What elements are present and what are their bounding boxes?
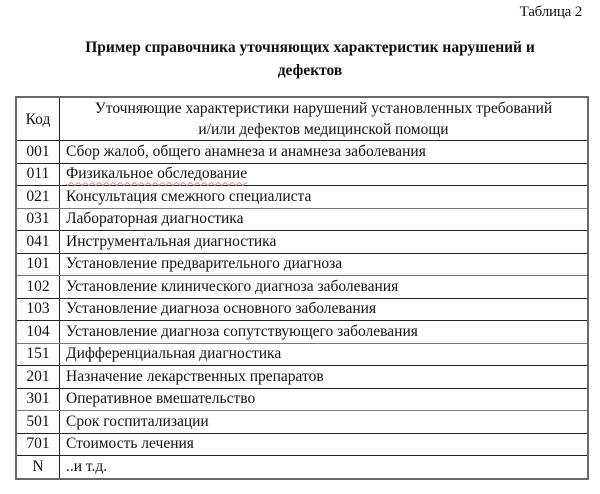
table-row <box>16 186 588 209</box>
table-row <box>16 141 588 164</box>
row-code: 701 <box>16 433 60 456</box>
row-code: 021 <box>16 186 60 209</box>
row-code: 101 <box>16 253 60 276</box>
title-line-2: дефектов <box>277 62 343 79</box>
row-description: Установление предварительного диагноза <box>60 253 589 276</box>
table-number-label: Таблица 2 <box>519 4 582 20</box>
row-description: Консультация смежного специалиста <box>60 186 589 209</box>
table-row <box>16 163 588 186</box>
row-description: Установление диагноза основного заболевания <box>60 298 589 321</box>
row-code: 031 <box>16 208 60 231</box>
table-row <box>16 388 588 411</box>
row-code: 103 <box>16 298 60 321</box>
header-description-line-1: Уточняющие характеристики нарушений установленных требований <box>94 100 553 117</box>
document-title <box>40 36 580 82</box>
table-row <box>16 343 588 366</box>
header-description-line-2: и/или дефектов медицинской помощи <box>198 121 449 138</box>
row-description: Стоимость лечения <box>60 433 589 456</box>
row-code: 201 <box>16 366 60 389</box>
row-code: 501 <box>16 411 60 434</box>
row-description: Назначение лекарственных препаратов <box>60 366 589 389</box>
row-code: 102 <box>16 276 60 299</box>
table-row <box>16 276 588 299</box>
row-code: 151 <box>16 343 60 366</box>
row-code: 001 <box>16 141 60 164</box>
table-row <box>16 366 588 389</box>
title-line-1: Пример справочника уточняющих характеристик нарушений и <box>85 39 535 56</box>
table-row <box>16 433 588 456</box>
reference-table <box>15 96 589 480</box>
table-row <box>16 208 588 231</box>
row-description: Дифференциальная диагностика <box>60 343 589 366</box>
row-description: Установление клинического диагноза заболевания <box>60 276 589 299</box>
row-code: 301 <box>16 388 60 411</box>
header-description <box>60 97 589 141</box>
table-row <box>16 411 588 434</box>
row-description: Срок госпитализации <box>60 411 589 434</box>
row-description: Оперативное вмешательство <box>60 388 589 411</box>
row-description: Сбор жалоб, общего анамнеза и анамнеза заболевания <box>60 141 589 164</box>
table-header-row <box>16 97 588 141</box>
spellcheck-underlined-text: Физикальное обследование <box>66 165 248 183</box>
table-row <box>16 456 588 479</box>
row-description: Лабораторная диагностика <box>60 208 589 231</box>
header-code: Код <box>16 97 60 141</box>
table-row <box>16 321 588 344</box>
row-description <box>60 163 589 186</box>
row-description: ..и т.д. <box>60 456 589 479</box>
row-code: 041 <box>16 231 60 254</box>
table-row <box>16 298 588 321</box>
row-description: Установление диагноза сопутствующего заболевания <box>60 321 589 344</box>
table-row <box>16 231 588 254</box>
table-row <box>16 253 588 276</box>
row-description: Инструментальная диагностика <box>60 231 589 254</box>
row-code: N <box>16 456 60 479</box>
row-code: 011 <box>16 163 60 186</box>
row-code: 104 <box>16 321 60 344</box>
